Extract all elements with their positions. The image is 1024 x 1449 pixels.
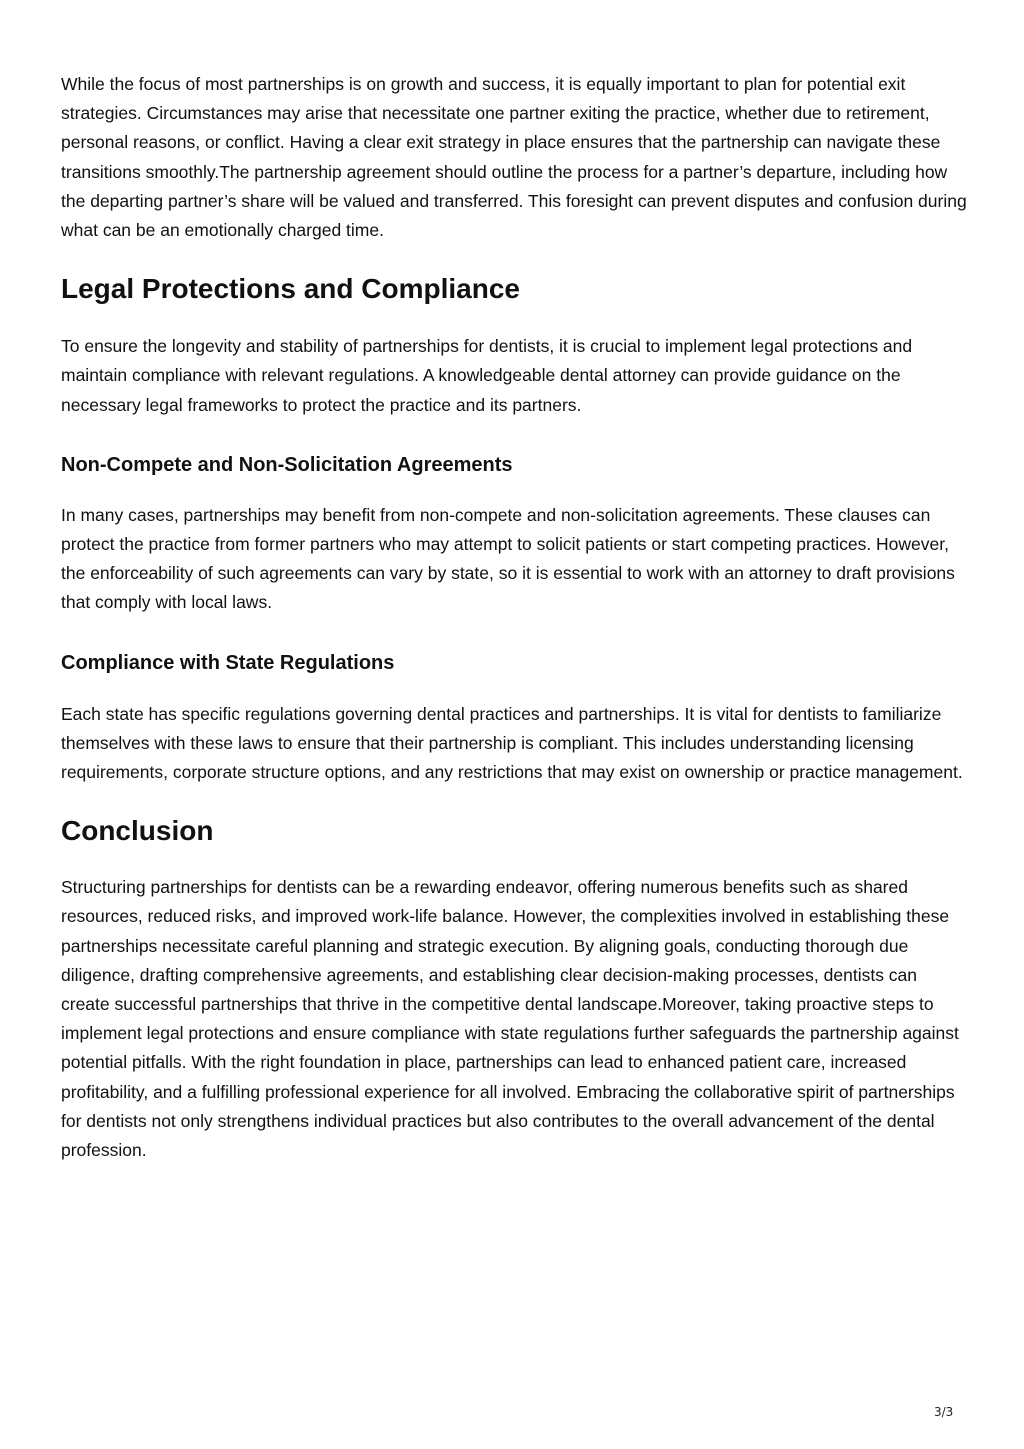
document-page <box>61 70 967 1165</box>
conclusion-section-heading: Conclusion <box>61 815 214 847</box>
legal-section-paragraph: To ensure the longevity and stability of partnerships for dentists, it is crucial to implement legal protections and maintain compliance with relevant regulations. A knowledgeable dental attorney can provide guidance on the necessary legal frameworks to protect the practice and its partners. <box>61 336 913 415</box>
noncompete-section-heading: Non-Compete and Non-Solicitation Agreements <box>61 453 513 476</box>
conclusion-section-paragraph: Structuring partnerships for dentists can be a rewarding endeavor, offering numerous benefits such as shared resources, reduced risks, and improved work-life balance. However, the complexities involved in establishing these partnerships necessitate careful planning and strategic execution. By aligning goals, conducting thorough due diligence, drafting comprehensive agreements, and establishing clear decision-making processes, dentists can create successful partnerships that thrive in the competitive dental landscape.Moreover, taking proactive steps to implement legal protections and ensure compliance with state regulations further safeguards the partnership against potential pitfalls. With the right foundation in place, partnerships can lead to enhanced patient care, increased profitability, and a fulfilling professional experience for all involved. Embracing the collaborative spirit of partnerships for dentists not only strengthens individual practices but also contributes to the overall advancement of the dental profession. <box>61 877 959 1161</box>
legal-section-heading: Legal Protections and Compliance <box>61 273 520 305</box>
noncompete-section-paragraph: In many cases, partnerships may benefit from non-compete and non-solicitation agreements. These clauses can protect the practice from former partners who may attempt to solicit patients or start competing practices. However, the enforceability of such agreements can vary by state, so it is essential to work with an attorney to draft provisions that comply with local laws. <box>61 504 955 613</box>
page-number: 3/3 <box>934 1405 954 1419</box>
compliance-section-heading: Compliance with State Regulations <box>61 651 395 674</box>
exit-strategy-paragraph: While the focus of most partnerships is on growth and success, it is equally important to plan for potential exit strategies. Circumstances may arise that necessitate one partner exiting the practice, whether due to retirement, personal reasons, or conflict. Having a clear exit strategy in place ensures that the partnership can navigate these transitions smoothly.The partnership agreement should outline the process for a partner’s departure, including how the departing partner’s share will be valued and transferred. This foresight can prevent disputes and confusion during what can be an emotionally charged time. <box>61 74 967 241</box>
compliance-section-paragraph: Each state has specific regulations governing dental practices and partnerships. It is vital for dentists to familiarize themselves with these laws to ensure that their partnership is compliant. This includes understanding licensing requirements, corporate structure options, and any restrictions that may exist on ownership or practice management. <box>61 703 963 783</box>
